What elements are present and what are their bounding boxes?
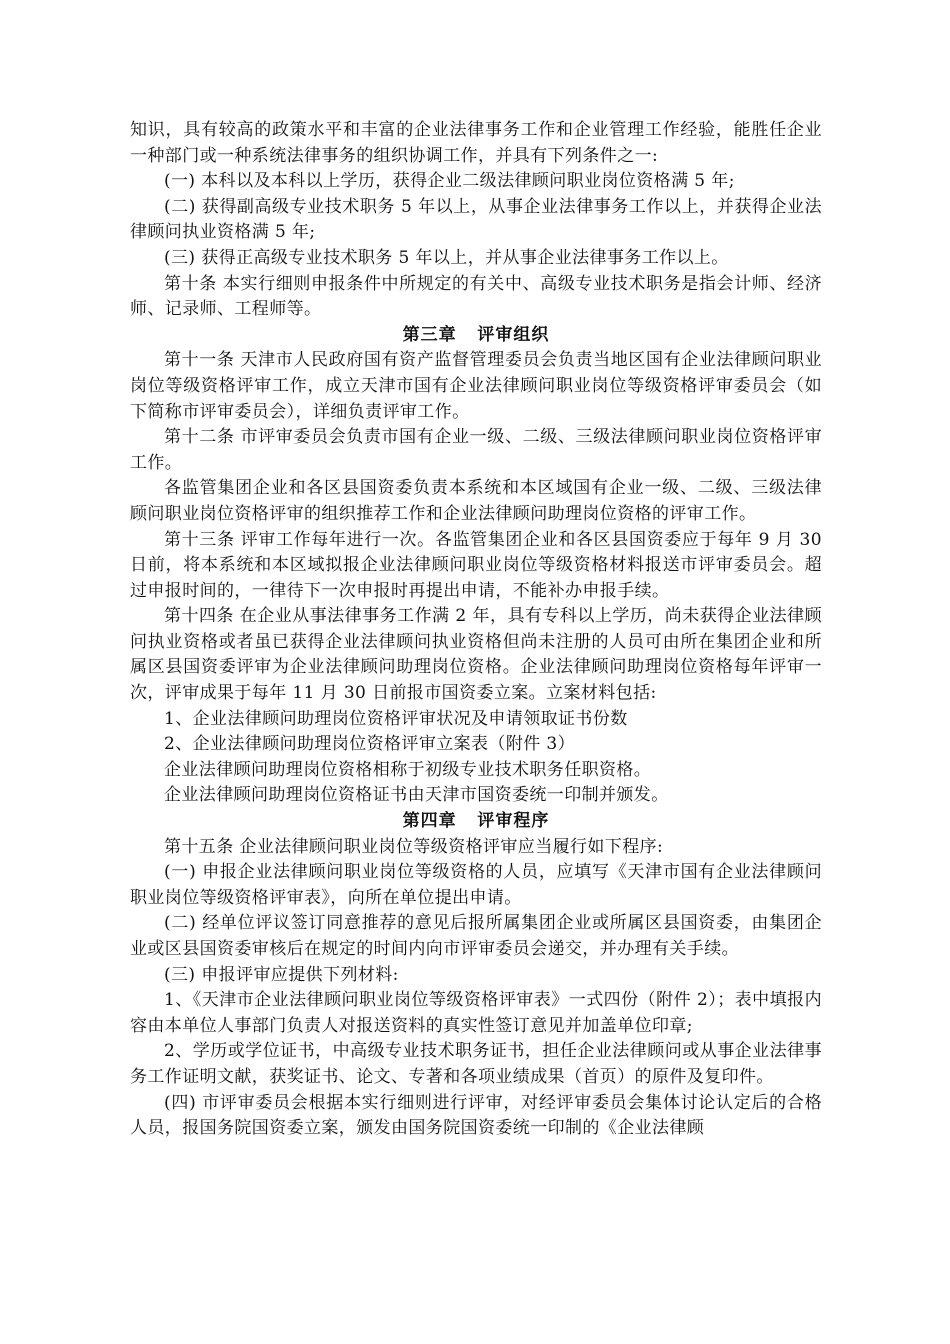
paragraph: (一) 本科以及本科以上学历，获得企业二级法律顾问职业岗位资格满 5 年;	[164, 171, 735, 192]
paragraph: 企业法律顾问助理岗位资格证书由天津市国资委统一印制并颁发。	[164, 785, 669, 806]
list-item: 1、企业法律顾问助理岗位资格评审状况及申请领取证书份数	[164, 708, 628, 729]
list-item: 1、《天津市企业法律顾问职业岗位等级资格评审表》一式四份（附件 2）；表中填报内容由本单位人事部门负责人对报送资料的真实性签订意见并加盖单位印章;	[130, 990, 822, 1036]
article-12: 第十二条 市评审委员会负责市国有企业一级、二级、三级法律顾问职业岗位资格评审工作。	[130, 427, 822, 473]
article-13: 第十三条 评审工作每年进行一次。各监管集团企业和各区县国资委应于每年 9 月 30 日前，将本系统和本区域拟报企业法律顾问职业岗位等级资格材料报送市评审委员会。超过申报时间的，一律待下一次申报时再提出申请，不能补办申报手续。	[130, 529, 822, 601]
document-body	[130, 118, 822, 1142]
paragraph: (三) 获得正高级专业技术职务 5 年以上，并从事企业法律事务工作以上。	[164, 247, 729, 268]
paragraph: (二) 经单位评议签订同意推荐的意见后报所属集团企业或所属区县国资委，由集团企业或区县国资委审核后在规定的时间内向市评审委员会递交，并办理有关手续。	[130, 913, 822, 959]
list-item: 2、企业法律顾问助理岗位资格评审立案表（附件 3）	[164, 734, 576, 755]
article-11: 第十一条 天津市人民政府国有资产监督管理委员会负责当地区国有企业法律顾问职业岗位等级资格评审工作，成立天津市国有企业法律顾问职业岗位等级资格评审委员会（如下简称市评审委员会），详细负责评审工作。	[130, 350, 822, 422]
paragraph: (一) 申报企业法律顾问职业岗位等级资格的人员，应填写《天津市国有企业法律顾问职业岗位等级资格评审表》，向所在单位提出申请。	[130, 862, 822, 908]
paragraph: 知识，具有较高的政策水平和丰富的企业法律事务工作和企业管理工作经验，能胜任企业一种部门或一种系统法律事务的组织协调工作，并具有下列条件之一:	[130, 120, 822, 166]
chapter-3-heading: 第三章 评审组织	[402, 324, 550, 345]
chapter-4-heading: 第四章 评审程序	[402, 811, 550, 832]
paragraph: (二) 获得副高级专业技术职务 5 年以上，从事企业法律事务工作以上，并获得企业法律顾问执业资格满 5 年;	[130, 196, 822, 243]
list-item: 2、学历或学位证书，中高级专业技术职务证书，担任企业法律顾问或从事企业法律事务工作证明文献，获奖证书、论文、专著和各项业绩成果（首页）的原件及复印件。	[130, 1041, 822, 1087]
paragraph: (三) 申报评审应提供下列材料:	[164, 964, 399, 985]
paragraph: 各监管集团企业和各区县国资委负责本系统和本区域国有企业一级、二级、三级法律顾问职业岗位资格评审的组织推荐工作和企业法律顾问助理岗位资格的评审工作。	[130, 478, 822, 524]
article-10: 第十条 本实行细则申报条件中所规定的有关中、高级专业技术职务是指会计师、经济师、记录师、工程师等。	[130, 273, 822, 320]
article-15: 第十五条 企业法律顾问职业岗位等级资格评审应当履行如下程序:	[164, 836, 664, 857]
paragraph: 企业法律顾问助理岗位资格相称于初级专业技术职务任职资格。	[164, 759, 652, 780]
article-14: 第十四条 在企业从事法律事务工作满 2 年，具有专科以上学历，尚未获得企业法律顾问执业资格或者虽已获得企业法律顾问执业资格但尚未注册的人员可由所在集团企业和所属区县国资委评审为企业法律顾问助理岗位资格。企业法律顾问助理岗位资格每年评审一次，评审成果于每年 11 月 30 日前报市国资委立案。立案材料包括:	[130, 606, 822, 704]
paragraph: (四) 市评审委员会根据本实行细则进行评审，对经评审委员会集体讨论认定后的合格人员，报国务院国资委立案，颁发由国务院国资委统一印制的《企业法律顾	[130, 1092, 822, 1139]
